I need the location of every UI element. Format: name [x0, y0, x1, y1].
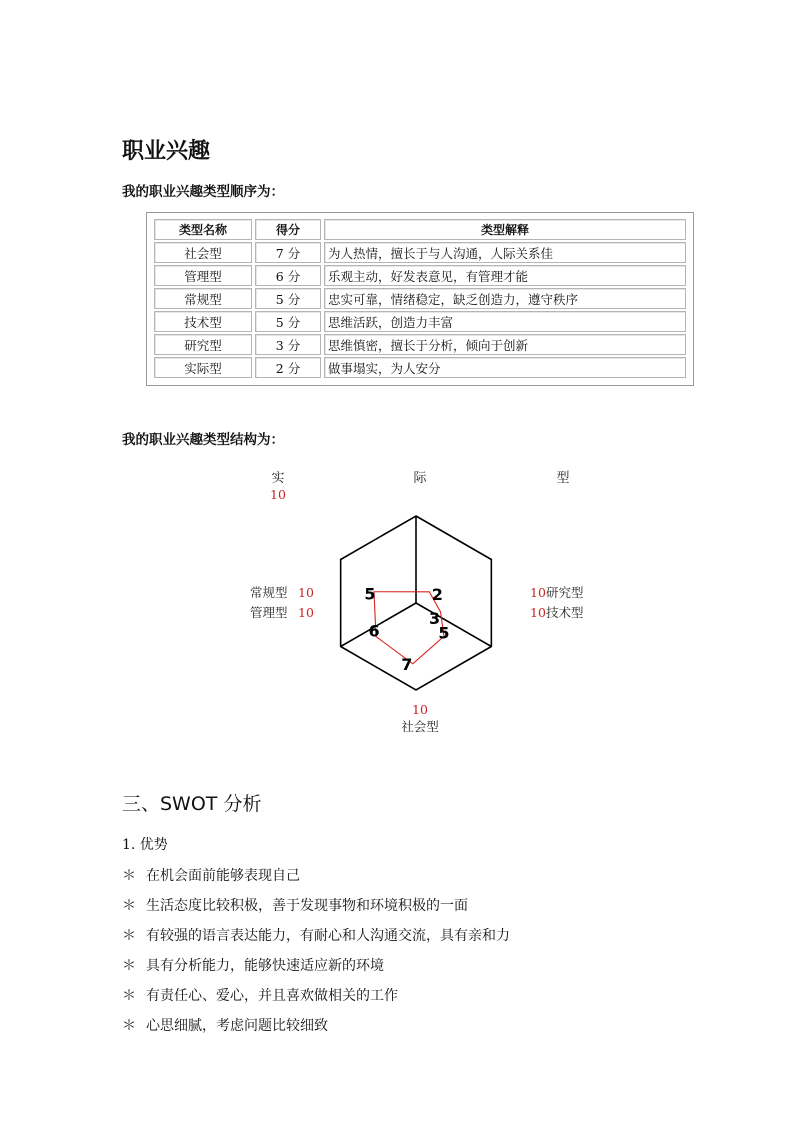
table-row: [154, 265, 686, 286]
axis-max-label: 10: [530, 585, 546, 600]
list-item-text: 心思细腻，考虑问题比较细致: [146, 1018, 328, 1034]
structure-title: 我的职业兴趣类型结构为：: [122, 432, 284, 448]
radar-value-label: 6: [368, 621, 380, 641]
table-row: [154, 357, 686, 378]
order-title: 我的职业兴趣类型顺序为：: [122, 184, 284, 200]
type-cell: 社会型: [154, 242, 252, 263]
type-cell: 技术型: [154, 311, 252, 332]
radar-value-label: 7: [401, 654, 413, 674]
interest-radar-chart: [230, 460, 610, 740]
list-item-text: 有责任心、爱心，并且喜欢做相关的工作: [146, 988, 398, 1004]
swot-title: 三、SWOT 分析: [122, 793, 262, 815]
score-cell: 5 分: [255, 311, 321, 332]
score-cell: 5 分: [255, 288, 321, 309]
interest-table-grid: [151, 217, 689, 380]
score-cell: 7 分: [255, 242, 321, 263]
desc-cell: 为人热情，擅长于与人沟通，人际关系佳: [324, 242, 686, 263]
radar-top-label: 实: [271, 471, 285, 486]
list-item: [122, 985, 398, 1005]
axis-name-label: 管理型: [250, 605, 288, 620]
score-cell: 3 分: [255, 334, 321, 355]
axis-max-label: 10: [530, 605, 546, 620]
score-cell: 2 分: [255, 357, 321, 378]
desc-cell: 思维活跃，创造力丰富: [324, 311, 686, 332]
table-header-row: [154, 219, 686, 240]
radar-top-label: 际: [413, 471, 427, 486]
header-desc: 类型解释: [324, 219, 686, 240]
list-item-text: 有较强的语言表达能力，有耐心和人沟通交流，具有亲和力: [146, 928, 510, 944]
interest-table: [146, 212, 694, 386]
axis-name-label: 社会型: [401, 719, 439, 734]
bullet-mark: ＊: [122, 928, 136, 944]
type-cell: 实际型: [154, 357, 252, 378]
bullet-mark: ＊: [122, 898, 136, 914]
bullet-mark: ＊: [122, 868, 136, 884]
desc-cell: 做事塌实，为人安分: [324, 357, 686, 378]
bullet-mark: ＊: [122, 1018, 136, 1034]
table-row: [154, 288, 686, 309]
desc-cell: 忠实可靠，情绪稳定，缺乏创造力，遵守秩序: [324, 288, 686, 309]
bullet-mark: ＊: [122, 988, 136, 1004]
axis-max-label: 10: [270, 487, 286, 502]
radar-value-label: 5: [364, 584, 376, 604]
radar-spoke: [416, 603, 491, 647]
radar-value-label: 3: [428, 608, 441, 628]
table-row: [154, 311, 686, 332]
header-type: 类型名称: [154, 219, 252, 240]
axis-max-label: 10: [412, 702, 428, 717]
type-cell: 常规型: [154, 288, 252, 309]
list-item-text: 具有分析能力，能够快速适应新的环境: [146, 958, 384, 974]
list-item: [122, 895, 468, 915]
axis-name-label: 技术型: [546, 605, 584, 620]
list-item: [122, 865, 300, 885]
list-item-text: 在机会面前能够表现自己: [146, 868, 300, 884]
axis-max-label: 10: [298, 605, 314, 620]
desc-cell: 思维慎密，擅长于分析，倾向于创新: [324, 334, 686, 355]
page-heading: 职业兴趣: [122, 139, 211, 164]
radar-value-label: 5: [438, 623, 450, 643]
axis-name-label: 常规型: [250, 585, 288, 600]
list-item-text: 生活态度比较积极，善于发现事物和环境积极的一面: [146, 898, 468, 914]
axis-name-label: 研究型: [546, 585, 584, 600]
table-row: [154, 334, 686, 355]
radar-value-label: 2: [431, 584, 443, 604]
type-cell: 研究型: [154, 334, 252, 355]
desc-cell: 乐观主动，好发表意见，有管理才能: [324, 265, 686, 286]
table-row: [154, 242, 686, 263]
score-cell: 6 分: [255, 265, 321, 286]
header-score: 得分: [255, 219, 321, 240]
radar-top-label: 型: [556, 471, 570, 486]
axis-max-label: 10: [298, 585, 314, 600]
list-item: [122, 955, 384, 975]
list-item: [122, 1015, 328, 1035]
swot-section-strengths: 1. 优势: [122, 837, 168, 853]
type-cell: 管理型: [154, 265, 252, 286]
list-item: [122, 925, 510, 945]
bullet-mark: ＊: [122, 958, 136, 974]
